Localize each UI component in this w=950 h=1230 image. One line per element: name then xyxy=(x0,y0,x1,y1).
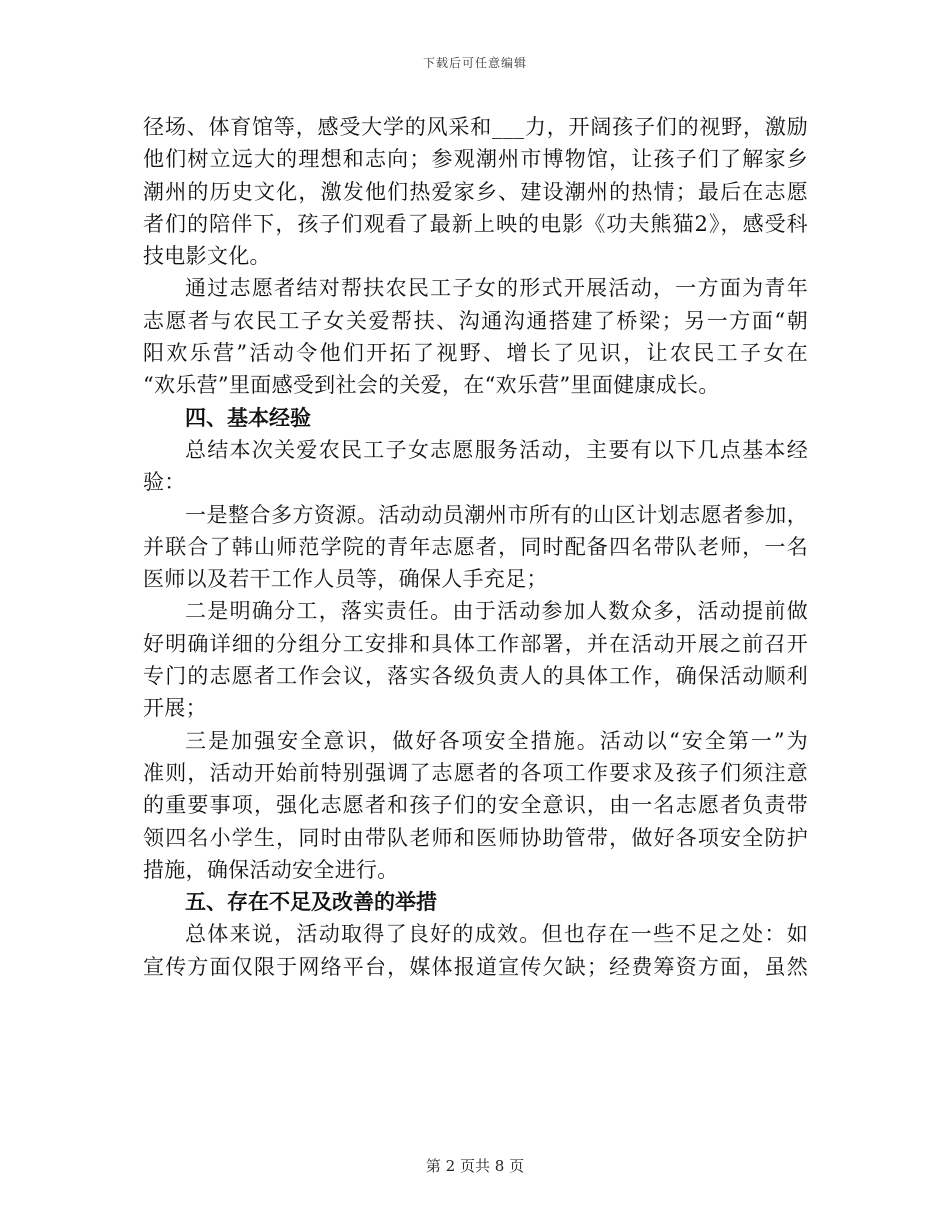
text-line: 他们树立远大的理想和志向；参观潮州市博物馆，让孩子们了解家乡 xyxy=(143,147,808,172)
paragraph xyxy=(143,725,808,886)
text-line: 者们的陪伴下，孩子们观看了最新上映的电影《功夫熊猫2》，感受科 xyxy=(143,211,808,236)
paragraph xyxy=(143,595,808,724)
text-line: 技电影文化。 xyxy=(143,244,271,269)
paragraph xyxy=(143,499,808,596)
text-line: 志愿者与农民工子女关爱帮扶、沟通沟通搭建了桥梁；另一方面“朝 xyxy=(143,308,808,333)
text-line: 领四名小学生，同时由带队老师和医师协助管带，做好各项安全防护 xyxy=(143,825,808,850)
text-line: 总体来说，活动取得了良好的成效。但也存在一些不足之处：如 xyxy=(185,922,808,947)
paragraph xyxy=(143,434,808,499)
text-line: 径场、体育馆等，感受大学的风采和___力，开阔孩子们的视野，激励 xyxy=(143,115,808,139)
text-line: 潮州的历史文化，激发他们热爱家乡、建设潮州的热情；最后在志愿 xyxy=(143,179,808,204)
text-line: 专门的志愿者工作会议，落实各级负责人的具体工作，确保活动顺利 xyxy=(143,664,808,689)
section-heading: 四、基本经验 xyxy=(185,405,311,430)
document-body xyxy=(143,111,808,983)
text-line: 医师以及若干工作人员等，确保人手充足； xyxy=(143,567,548,592)
paragraph xyxy=(143,272,808,401)
text-line: 措施，确保活动安全进行。 xyxy=(143,857,399,882)
text-line: 的重要事项，强化志愿者和孩子们的安全意识，由一名志愿者负责带 xyxy=(143,793,808,818)
text-line: 并联合了韩山师范学院的青年志愿者，同时配备四名带队老师，一名 xyxy=(143,534,808,559)
section-heading: 五、存在不足及改善的举措 xyxy=(185,890,437,915)
text-line: 准则，活动开始前特别强调了志愿者的各项工作要求及孩子们须注意 xyxy=(143,760,808,785)
text-line: 总结本次关爱农民工子女志愿服务活动，主要有以下几点基本经 xyxy=(185,437,808,462)
paragraph xyxy=(143,918,808,983)
text-line: “欢乐营”里面感受到社会的关爱，在“欢乐营”里面健康成长。 xyxy=(143,373,720,398)
text-line: 通过志愿者结对帮扶农民工子女的形式开展活动，一方面为青年 xyxy=(185,276,808,301)
paragraph xyxy=(143,111,808,272)
text-line: 二是明确分工，落实责任。由于活动参加人数众多，活动提前做 xyxy=(185,599,808,624)
text-line: 阳欢乐营”活动令他们开拓了视野、增长了见识，让农民工子女在 xyxy=(143,341,808,366)
text-line: 宣传方面仅限于网络平台，媒体报道宣传欠缺；经费筹资方面，虽然 xyxy=(143,954,808,979)
page-footer: 第 2 页共 8 页 xyxy=(425,1157,525,1175)
text-line: 开展； xyxy=(143,696,207,721)
text-line: 一是整合多方资源。活动动员潮州市所有的山区计划志愿者参加， xyxy=(185,502,808,527)
page-header: 下载后可任意编辑 xyxy=(422,56,527,70)
text-line: 验： xyxy=(143,470,186,495)
text-line: 好明确详细的分组分工安排和具体工作部署，并在活动开展之前召开 xyxy=(143,631,808,656)
text-line: 三是加强安全意识，做好各项安全措施。活动以“安全第一”为 xyxy=(185,728,808,753)
